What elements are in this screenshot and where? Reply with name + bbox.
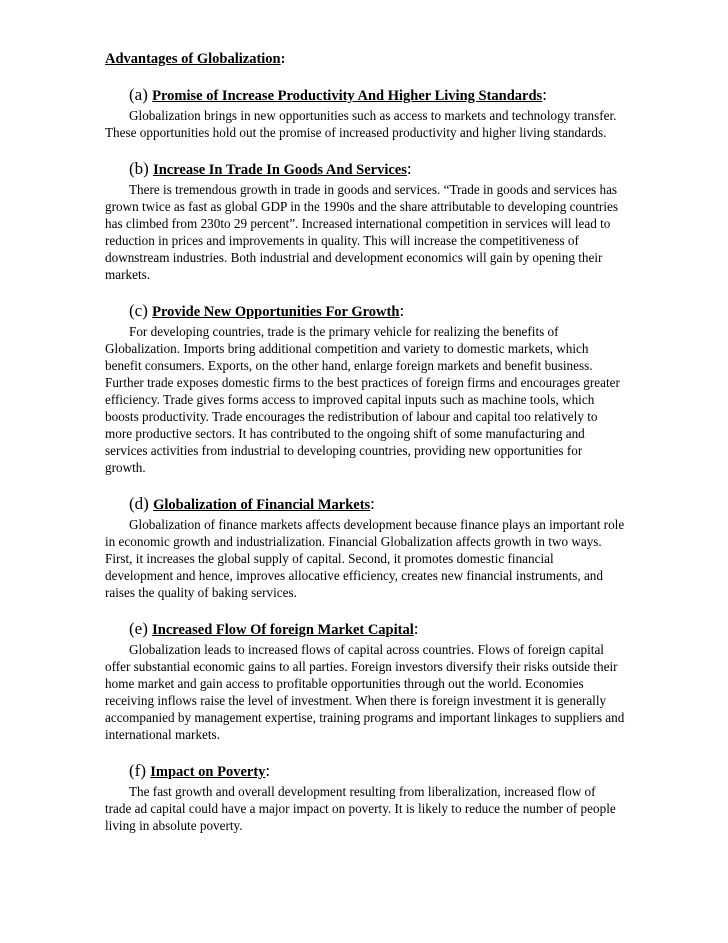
section-title: Provide New Opportunities For Growth xyxy=(152,304,400,320)
section-marker: (d) xyxy=(129,494,149,513)
section-title-colon: : xyxy=(406,159,412,178)
section xyxy=(105,760,625,834)
section-marker: (b) xyxy=(129,159,149,178)
section-body: For developing countries, trade is the primary vehicle for realizing the benefits of Globalization. Imports bring additional competition and variety to domestic markets, which benefit consumers. Exports, on the other hand, enlarge foreign markets and benefit business. Further trade exposes domestic firms to the best practices of foreign firms and encourages greater efficiency. Trade gives forms access to improved capital inputs such as machine tools, which boosts productivity. Trade encourages the redistribution of labour and capital too relatively to more productive sectors. It has contributed to the ongoing shift of some manufacturing and services activities from industrial to developing countries, providing new opportunities for growth. xyxy=(105,324,620,475)
section-heading xyxy=(105,300,625,323)
section-heading xyxy=(105,760,625,783)
section-heading xyxy=(105,84,625,107)
document-heading-colon: : xyxy=(280,51,286,67)
section-body: There is tremendous growth in trade in goods and services. “Trade in goods and services has grown twice as fast as global GDP in the 1990s and the share attributable to developing countries has climbed from 230to 29 percent”. Increased international competition in services will lead to reduction in prices and improvements in quality. This will increase the competitiveness of downstream industries. Both industrial and development economics will gain by opening their markets. xyxy=(105,182,618,282)
section xyxy=(105,300,625,476)
section xyxy=(105,158,625,283)
section-body: Globalization brings in new opportunities such as access to markets and technology transfer. These opportunities hold out the promise of increased productivity and higher living standards. xyxy=(105,108,617,140)
section-title-colon: : xyxy=(265,761,271,780)
section-marker: (c) xyxy=(129,301,148,320)
section-body: The fast growth and overall development resulting from liberalization, increased flow of trade ad capital could have a major impact on poverty. It is likely to reduce the number of people living in absolute poverty. xyxy=(105,784,616,833)
section-body: Globalization of finance markets affects development because finance plays an important role in economic growth and industrialization. Financial Globalization affects growth in two ways. First, it increases the global supply of capital. Second, it promotes domestic financial development and hence, improves allocative efficiency, creates new financial instruments, and raises the quality of baking services. xyxy=(105,517,625,600)
document-page xyxy=(105,50,625,851)
document-heading xyxy=(105,50,625,68)
section xyxy=(105,84,625,141)
section-title-colon: : xyxy=(542,85,547,104)
section-title: Increased Flow Of foreign Market Capital xyxy=(152,622,414,638)
section-marker: (e) xyxy=(129,619,148,638)
section xyxy=(105,493,625,601)
section-heading xyxy=(105,618,625,641)
section-marker: (a) xyxy=(129,85,148,104)
section-title: Promise of Increase Productivity And Higher Living Standards xyxy=(152,88,543,104)
sections-list xyxy=(105,84,625,834)
section-heading xyxy=(105,493,625,516)
section-title: Globalization of Financial Markets xyxy=(153,497,371,513)
section xyxy=(105,618,625,743)
section-body: Globalization leads to increased flows of capital across countries. Flows of foreign capital offer substantial economic gains to all parties. Foreign investors diversify their risks outside their home market and gain access to profitable opportunities through out the world. Economies receiving inflows raise the level of investment. When there is foreign investment it is generally accompanied by management expertise, training programs and important linkages to suppliers and international markets. xyxy=(105,642,625,742)
document-heading-text: Advantages of Globalization xyxy=(105,51,281,67)
section-marker: (f) xyxy=(129,761,146,780)
section-title-colon: : xyxy=(399,301,405,320)
section-title-colon: : xyxy=(370,494,375,513)
section-title: Increase In Trade In Goods And Services xyxy=(153,162,407,178)
section-title: Impact on Poverty xyxy=(150,764,266,780)
section-title-colon: : xyxy=(413,619,419,638)
section-heading xyxy=(105,158,625,181)
